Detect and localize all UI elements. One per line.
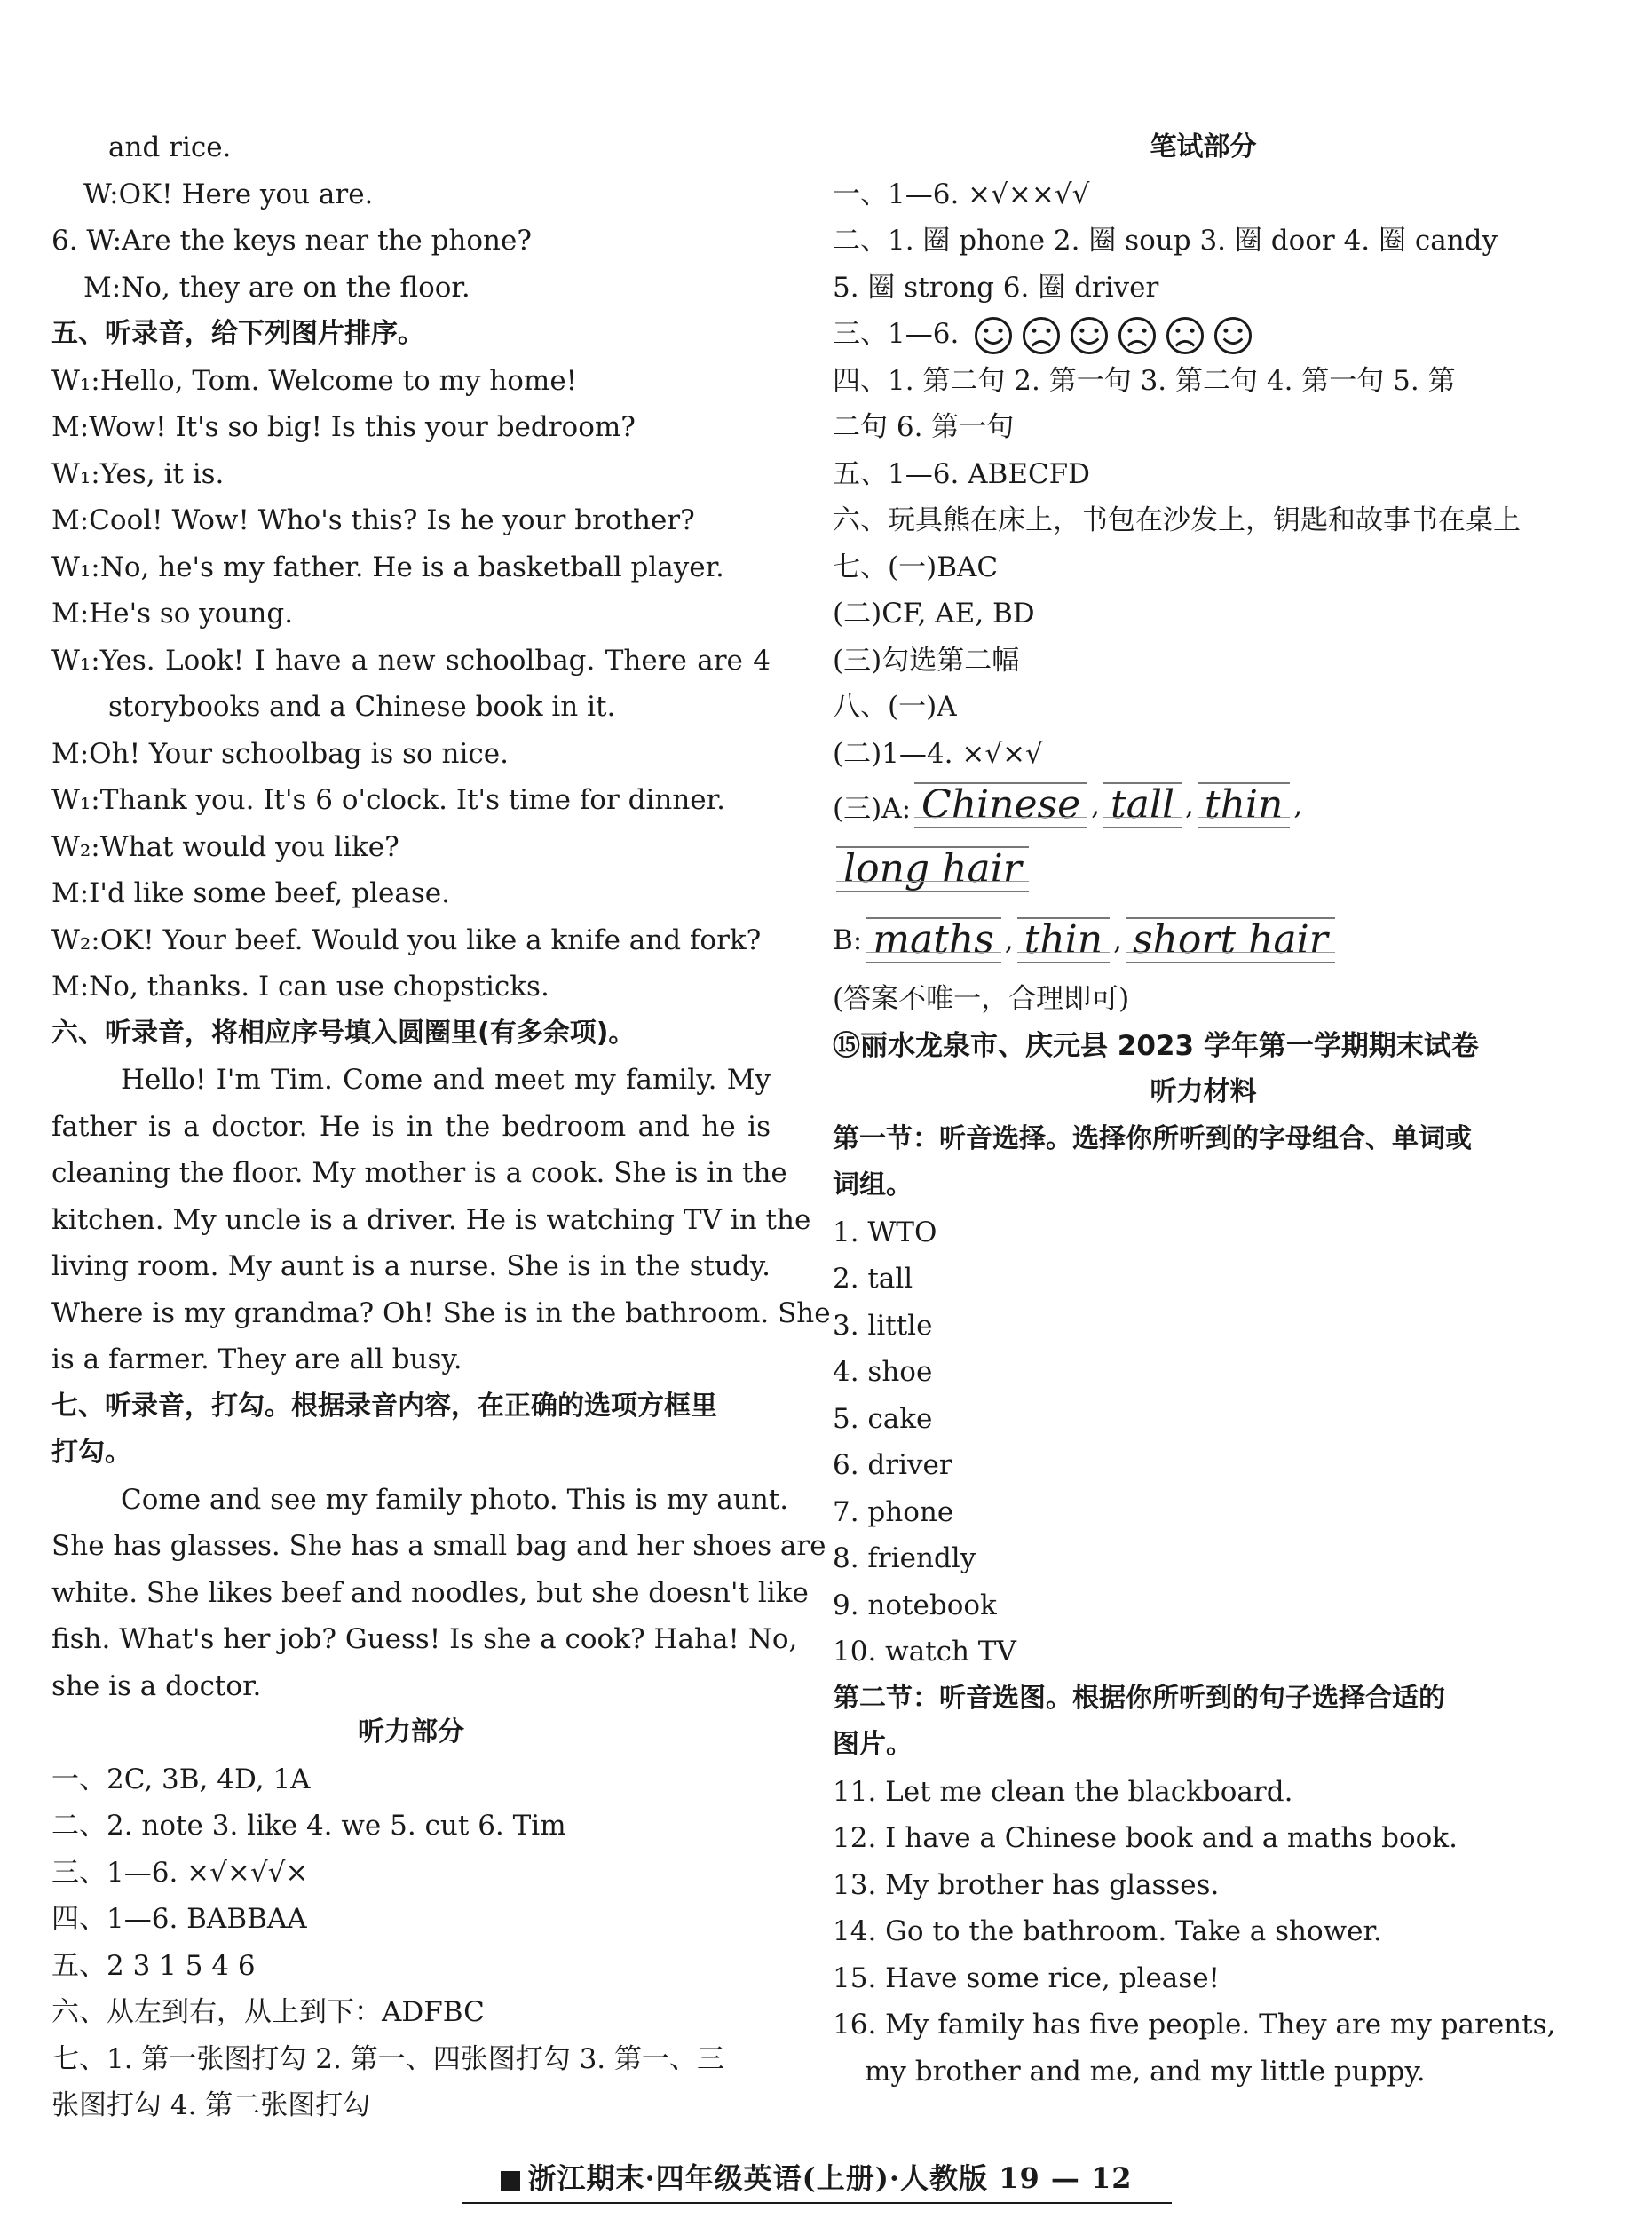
left-line: 三、1—6. ×√×√√× — [51, 1856, 309, 1889]
left-line: M:He's so young. — [51, 598, 294, 630]
section-1-items — [833, 1209, 1574, 1676]
left-line: and rice. — [108, 131, 232, 163]
section-2 — [833, 1676, 1574, 1769]
footer-text: 浙江期末·四年级英语(上册)·人教版 19 — 12 — [527, 2161, 1133, 2195]
listening-item: 8. friendly — [833, 1542, 976, 1574]
left-line: living room. My aunt is a nurse. She is in the study. — [51, 1250, 771, 1282]
left-line: W₁:No, he's my father. He is a basketball player. — [51, 551, 724, 583]
hw-word-thin: thin — [1198, 782, 1290, 828]
left-line: W₁:Hello, Tom. Welcome to my home! — [51, 364, 578, 397]
answer-line: (二)1—4. ×√×√ — [833, 737, 1043, 770]
answer-line: 二句 6. 第一句 — [833, 411, 1015, 443]
sad-face-icon — [1165, 315, 1205, 356]
answer-line: (二)CF, AE, BD — [833, 598, 1035, 630]
left-line: W₁:Thank you. It's 6 o'clock. It's time for dinner. — [51, 784, 725, 816]
answer-line: 六、玩具熊在床上，书包在沙发上，钥匙和故事书在桌上 — [833, 504, 1521, 536]
hw-word-chinese: Chinese — [914, 782, 1087, 828]
answer-line: 一、1—6. ×√××√√ — [833, 178, 1090, 210]
listening-item: 10. watch TV — [833, 1636, 1016, 1668]
hw-a-prefix: (三)A: — [833, 792, 912, 825]
left-line: father is a doctor. He is in the bedroom and he is — [51, 1110, 771, 1143]
left-line: 六、从左到右，从上到下：ADFBC — [51, 1996, 485, 2028]
listening-item: 13. My brother has glasses. — [833, 1868, 1220, 1901]
left-line: 五、听录音，给下列图片排序。 — [51, 318, 424, 349]
left-line: 打勾。 — [51, 1437, 131, 1468]
left-line: she is a doctor. — [51, 1669, 262, 1702]
smiley-face-icon — [1069, 315, 1110, 356]
left-line: Hello! I'm Tim. Come and meet my family. My — [121, 1064, 771, 1096]
hw-word-tall: tall — [1103, 782, 1182, 828]
exam-title: ⑮丽水龙泉市、庆元县 2023 学年第一学期期末试卷 — [833, 1029, 1479, 1062]
section-1 — [833, 1116, 1574, 1209]
left-line: storybooks and a Chinese book in it. — [108, 691, 616, 723]
footer-square-icon — [501, 2171, 520, 2191]
left-line: M:Oh! Your schoolbag is so nice. — [51, 737, 509, 770]
left-line: Come and see my family photo. This is my aunt. — [121, 1483, 789, 1516]
heading-written-part: 笔试部分 — [1150, 131, 1257, 162]
smiley-face-icon — [1213, 315, 1253, 356]
left-line: fish. What's her job? Guess! Is she a cook? Haha! No, — [51, 1623, 798, 1655]
smiley-face-icon — [973, 315, 1014, 356]
written-answers-b — [833, 358, 1574, 778]
left-line: M:I'd like some beef, please. — [51, 877, 450, 909]
section-2-items — [833, 1769, 1574, 2096]
left-line: 七、1. 第一张图打勾 2. 第一、四张图打勾 3. 第一、三 — [51, 2042, 724, 2075]
answer-line: 四、1. 第二句 2. 第一句 3. 第二句 4. 第一句 5. 第 — [833, 364, 1456, 397]
answer-line: 八、(一)A — [833, 691, 957, 723]
listening-item: 11. Let me clean the blackboard. — [833, 1775, 1293, 1808]
listening-item: 14. Go to the bathroom. Take a shower. — [833, 1915, 1382, 1947]
left-line: 6. W:Are the keys near the phone? — [51, 225, 532, 257]
left-line: 七、听录音，打勾。根据录音内容，在正确的选项方框里 — [51, 1390, 717, 1422]
left-line: is a farmer. They are all busy. — [51, 1343, 462, 1375]
hw-word-long-hair: long hair — [836, 846, 1029, 892]
listening-item: 2. tall — [833, 1263, 913, 1295]
left-line: W₂:OK! Your beef. Would you like a knife and fork? — [51, 923, 762, 956]
sad-face-icon — [1021, 315, 1062, 356]
handwriting-row-a: (三)A: Chinese , tall , thin , — [833, 781, 1303, 828]
hw-word-short-hair: short hair — [1126, 917, 1335, 963]
faces-prefix: 三、1—6. — [833, 318, 960, 350]
section-heading-line: 第二节：听音选图。根据你所听到的句子选择合适的 — [833, 1682, 1445, 1714]
listening-item: 16. My family has five people. They are my parents, — [833, 2009, 1556, 2041]
left-line: Where is my grandma? Oh! She is in the bathroom. She — [51, 1296, 831, 1329]
left-line: 听力部分 — [358, 1716, 464, 1748]
faces-row — [833, 311, 1574, 358]
left-line: 五、2 3 1 5 4 6 — [51, 1949, 256, 1982]
listening-item: 15. Have some rice, please! — [833, 1962, 1220, 1994]
left-line: W₁:Yes, it is. — [51, 457, 225, 490]
written-answers-a — [833, 171, 1574, 312]
handwriting-row-b: B: maths , thin , short hair — [833, 905, 1574, 976]
listening-item: 7. phone — [833, 1495, 954, 1528]
listening-title: 听力材料 — [1150, 1076, 1257, 1107]
listening-item: 12. I have a Chinese book and a maths book. — [833, 1822, 1458, 1854]
left-line: 一、2C, 3B, 4D, 1A — [51, 1763, 311, 1795]
right-column — [833, 124, 1574, 2095]
left-line: M:No, thanks. I can use chopsticks. — [51, 971, 549, 1003]
listening-item: 1. WTO — [833, 1216, 937, 1248]
sad-face-icon — [1117, 315, 1158, 356]
listening-item: 9. notebook — [833, 1589, 997, 1621]
answer-note: (答案不唯一，合理即可) — [833, 983, 1130, 1015]
left-line: M:Cool! Wow! Who's this? Is he your brother? — [51, 504, 695, 536]
left-column — [51, 124, 831, 2129]
answer-line: 5. 圈 strong 6. 圈 driver — [833, 271, 1159, 304]
left-line: 张图打勾 4. 第二张图打勾 — [51, 2089, 371, 2121]
left-line: She has glasses. She has a small bag and her shoes are — [51, 1530, 826, 1562]
left-line: 六、听录音，将相应序号填入圆圈里(有多余项)。 — [51, 1017, 636, 1049]
left-line: white. She likes beef and noodles, but she doesn't like — [51, 1576, 809, 1609]
section-heading-line: 词组。 — [833, 1169, 913, 1201]
listening-item: 6. driver — [833, 1449, 952, 1481]
hw-b-prefix: B: — [833, 924, 863, 956]
left-line: cleaning the floor. My mother is a cook. She is in the — [51, 1157, 787, 1189]
answer-line: 二、1. 圈 phone 2. 圈 soup 3. 圈 door 4. 圈 candy — [833, 225, 1498, 257]
faces-group — [973, 315, 1253, 356]
left-line: 四、1—6. BABBAA — [51, 1903, 307, 1935]
hw-word-maths: maths — [866, 917, 1001, 963]
section-heading-line: 第一节：听音选择。选择你所听到的字母组合、单词或 — [833, 1122, 1472, 1154]
left-line: M:Wow! It's so big! Is this your bedroom? — [51, 411, 636, 443]
answer-line: 五、1—6. ABECFD — [833, 457, 1091, 490]
left-line: kitchen. My uncle is a driver. He is watching TV in the — [51, 1203, 811, 1236]
listening-item: my brother and me, and my little puppy. — [865, 2055, 1426, 2088]
left-line: M:No, they are on the floor. — [83, 271, 470, 304]
left-line: W:OK! Here you are. — [83, 178, 374, 210]
listening-item: 4. shoe — [833, 1356, 933, 1388]
section-heading-line: 图片。 — [833, 1729, 913, 1760]
hw-word-thin-2: thin — [1017, 917, 1110, 963]
handwriting-row-a2 — [833, 834, 1574, 905]
page-footer — [462, 2156, 1172, 2197]
listening-item: 5. cake — [833, 1402, 933, 1435]
listening-item: 3. little — [833, 1309, 933, 1342]
left-line: W₂:What would you like? — [51, 830, 399, 863]
left-line: 二、2. note 3. like 4. we 5. cut 6. Tim — [51, 1810, 566, 1842]
left-line: W₁:Yes. Look! I have a new schoolbag. There are 4 — [51, 644, 771, 677]
answer-line: (三)勾选第二幅 — [833, 644, 1020, 677]
answer-line: 七、(一)BAC — [833, 551, 999, 583]
